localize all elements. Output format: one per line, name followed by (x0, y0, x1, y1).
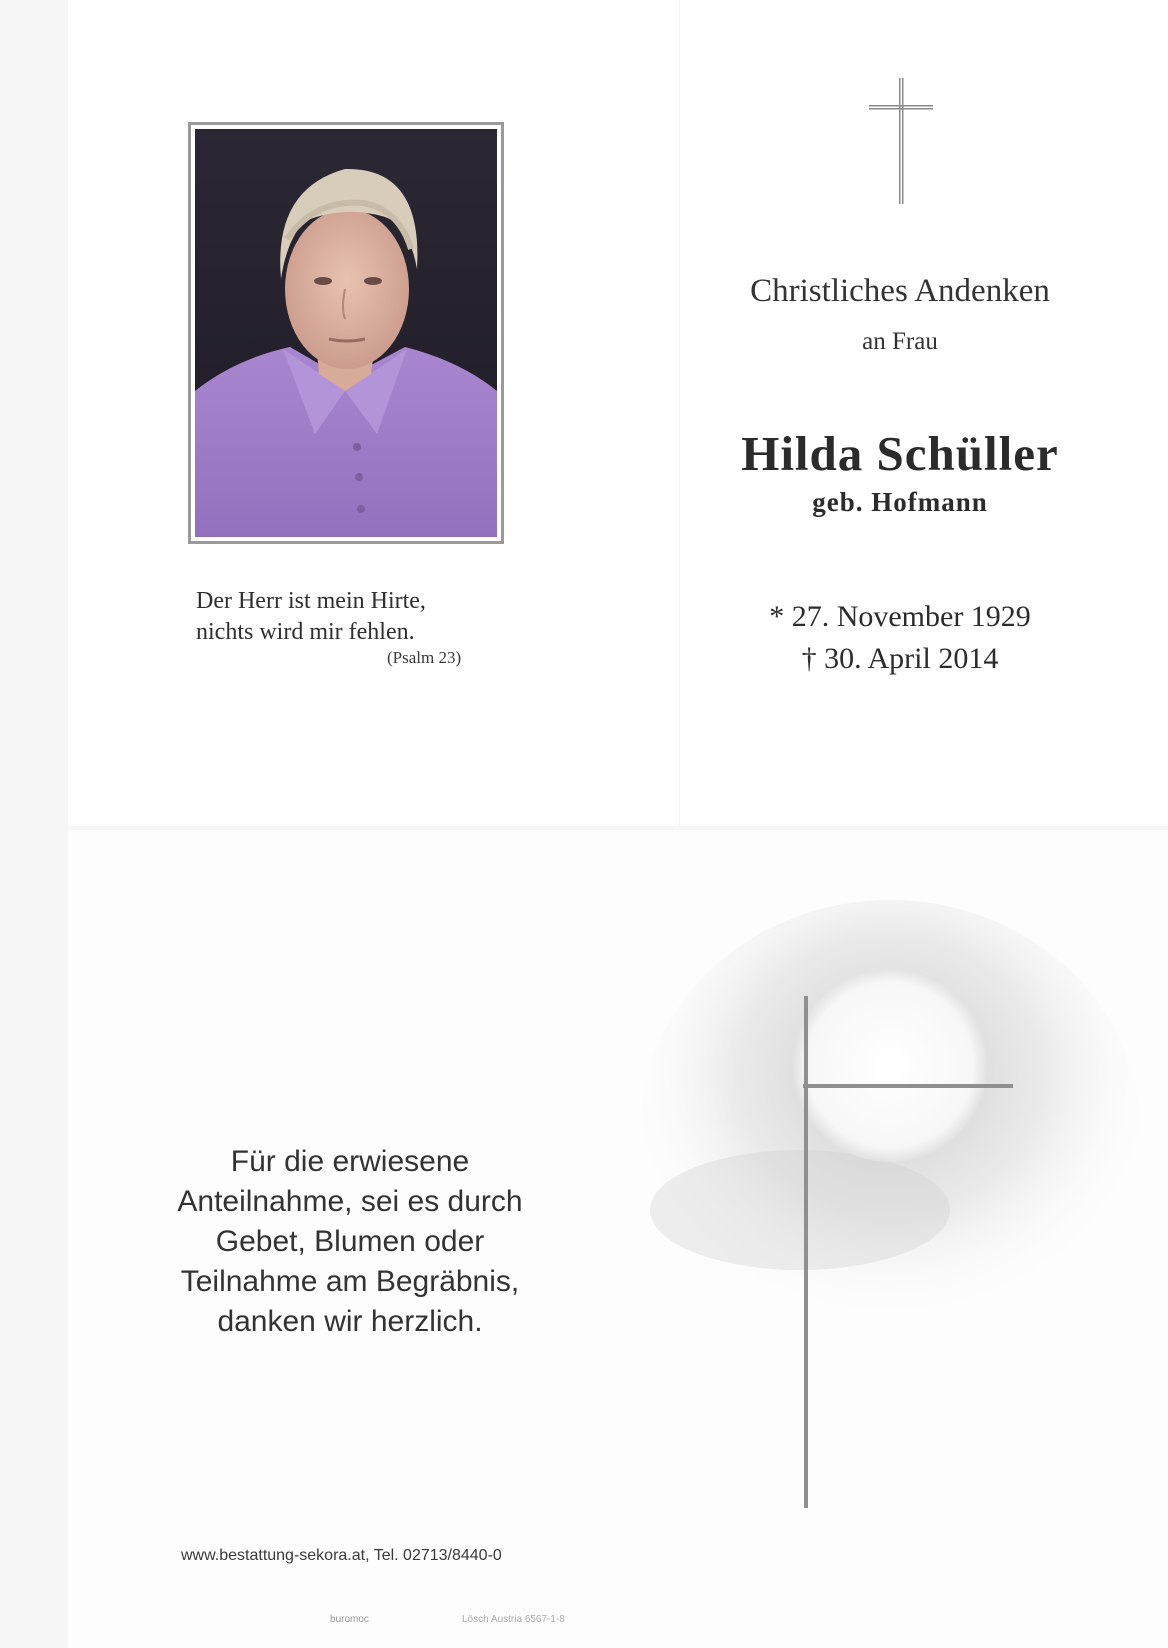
death-date: † 30. April 2014 (801, 642, 999, 675)
print-code: Lösch Austria 6567-1-8 (462, 1614, 565, 1625)
maiden-name: geb. Hofmann (812, 487, 988, 517)
deceased-name: Hilda Schüller (741, 426, 1059, 481)
thanks-line: Teilnahme am Begräbnis, (180, 1265, 520, 1298)
psalm-quote (196, 586, 426, 648)
printer-mark: buromoc (330, 1614, 369, 1625)
fold-line (679, 0, 680, 826)
portrait-illustration (195, 129, 497, 537)
thanks-line: Für die erwiesene (230, 1145, 470, 1178)
memorial-heading: Christliches Andenken (750, 273, 1050, 309)
psalm-reference: (Psalm 23) (387, 648, 462, 667)
thanks-line: danken wir herzlich. (217, 1305, 483, 1338)
thanks-line: Anteilnahme, sei es durch (177, 1185, 523, 1218)
birth-date: * 27. November 1929 (769, 600, 1031, 633)
thanks-line: Gebet, Blumen oder (215, 1225, 485, 1258)
memorial-subheading: an Frau (862, 328, 938, 355)
cross-icon (869, 78, 933, 209)
psalm-line-2: nichts wird mir fehlen. (196, 619, 415, 645)
portrait-photo (188, 122, 504, 544)
psalm-line-1: Der Herr ist mein Hirte, (196, 588, 426, 614)
funeral-home-contact: www.bestattung-sekora.at, Tel. 02713/8440-0 (181, 1547, 502, 1564)
cross-with-sun-icon (620, 880, 1140, 1525)
thank-you-message (120, 1142, 580, 1342)
